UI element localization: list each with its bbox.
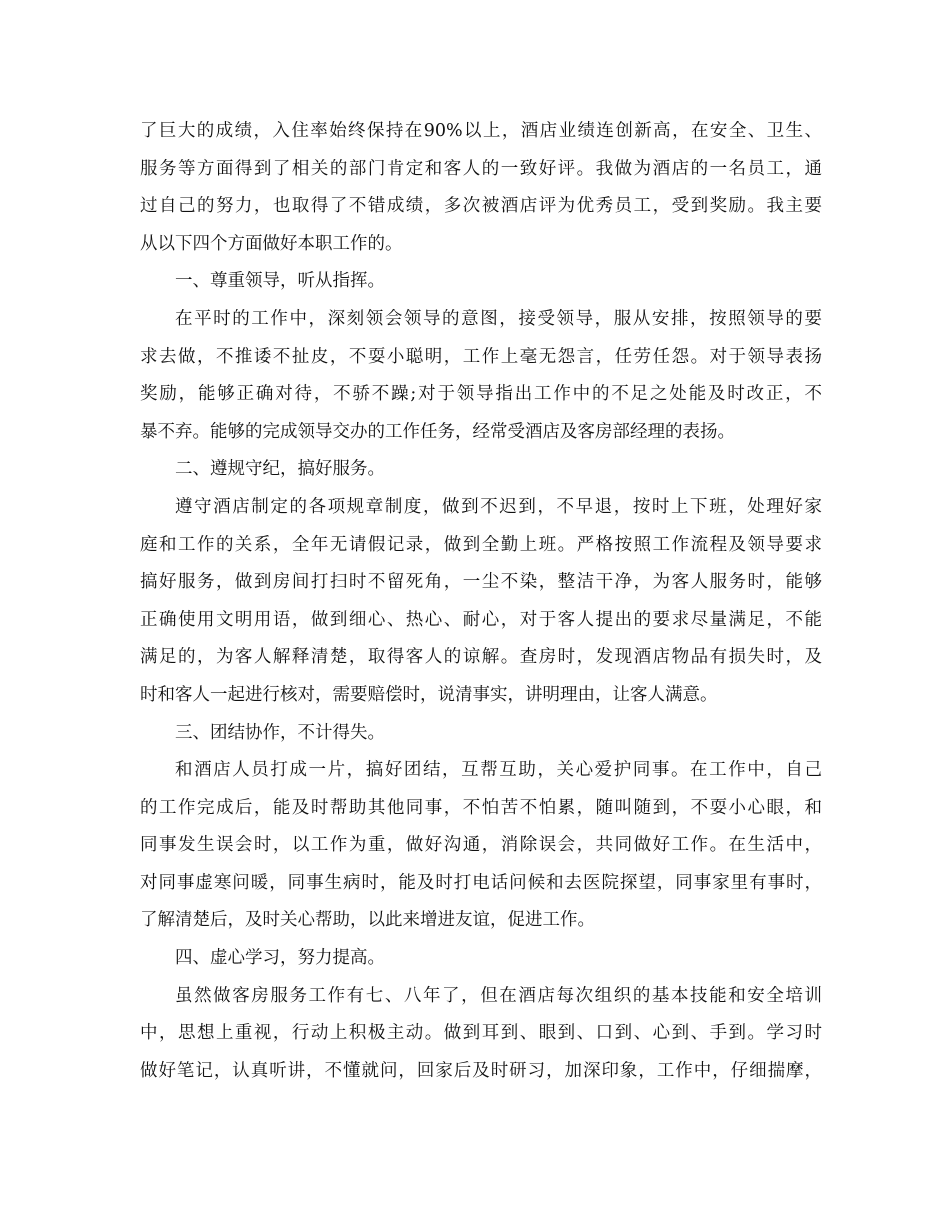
document-line: 一、尊重领导，听从指挥。: [175, 271, 385, 292]
document-line: 暴不弃。能够的完成领导交办的工作任务，经常受酒店及客房部经理的表扬。: [140, 421, 735, 442]
document-body: [140, 113, 822, 1090]
document-line: 了巨大的成绩，入住率始终保持在90%以上，酒店业绩连创新高，在安全、卫生、: [140, 121, 822, 141]
document-line: 二、遵规守纪，搞好服务。: [175, 459, 385, 480]
document-line: 在平时的工作中，深刻领会领导的意图，接受领导，服从安排，按照领导的要: [175, 308, 822, 329]
document-line: 遵守酒店制定的各项规章制度，做到不迟到，不早退，按时上下班，处理好家: [175, 496, 822, 517]
document-line: 四、虚心学习，努力提高。: [175, 948, 385, 969]
document-line: 了解清楚后，及时关心帮助，以此来增进友谊，促进工作。: [140, 910, 595, 931]
document-line: 虽然做客房服务工作有七、八年了，但在酒店每次组织的基本技能和安全培训: [175, 985, 822, 1006]
document-line: 奖励，能够正确对待，不骄不躁;对于领导指出工作中的不足之处能及时改正，不: [140, 384, 822, 405]
document-line: 时和客人一起进行核对，需要赔偿时，说清事实，讲明理由，让客人满意。: [140, 684, 718, 705]
document-line: 庭和工作的关系，全年无请假记录，做到全勤上班。严格按照工作流程及领导要求: [140, 534, 822, 555]
document-line: 对同事虚寒问暖，同事生病时，能及时打电话问候和去医院探望，同事家里有事时，: [140, 872, 822, 893]
document-line: 从以下四个方面做好本职工作的。: [140, 233, 403, 254]
document-line: 三、团结协作，不计得失。: [175, 722, 385, 743]
document-line: 过自己的努力，也取得了不错成绩，多次被酒店评为优秀员工，受到奖励。我主要: [140, 196, 822, 217]
document-line: 求去做，不推诿不扯皮，不耍小聪明，工作上毫无怨言，任劳任怨。对于领导表扬: [140, 346, 822, 367]
document-line: 的工作完成后，能及时帮助其他同事，不怕苦不怕累，随叫随到，不耍小心眼，和: [140, 797, 822, 818]
document-line: 做好笔记，认真听讲，不懂就问，回家后及时研习，加深印象，工作中，仔细揣摩，: [140, 1060, 822, 1081]
document-line: 正确使用文明用语，做到细心、热心、耐心，对于客人提出的要求尽量满足，不能: [140, 609, 822, 630]
document-line: 搞好服务，做到房间打扫时不留死角，一尘不染，整洁干净，为客人服务时，能够: [140, 572, 822, 593]
document-line: 满足的，为客人解释清楚，取得客人的谅解。查房时，发现酒店物品有损失时，及: [140, 647, 822, 668]
document-line: 服务等方面得到了相关的部门肯定和客人的一致好评。我做为酒店的一名员工，通: [140, 158, 822, 179]
document-line: 中，思想上重视，行动上积极主动。做到耳到、眼到、口到、心到、手到。学习时: [140, 1023, 822, 1044]
document-line: 同事发生误会时，以工作为重，做好沟通，消除误会，共同做好工作。在生活中，: [140, 835, 822, 856]
document-line: 和酒店人员打成一片，搞好团结，互帮互助，关心爱护同事。在工作中，自己: [175, 760, 822, 781]
